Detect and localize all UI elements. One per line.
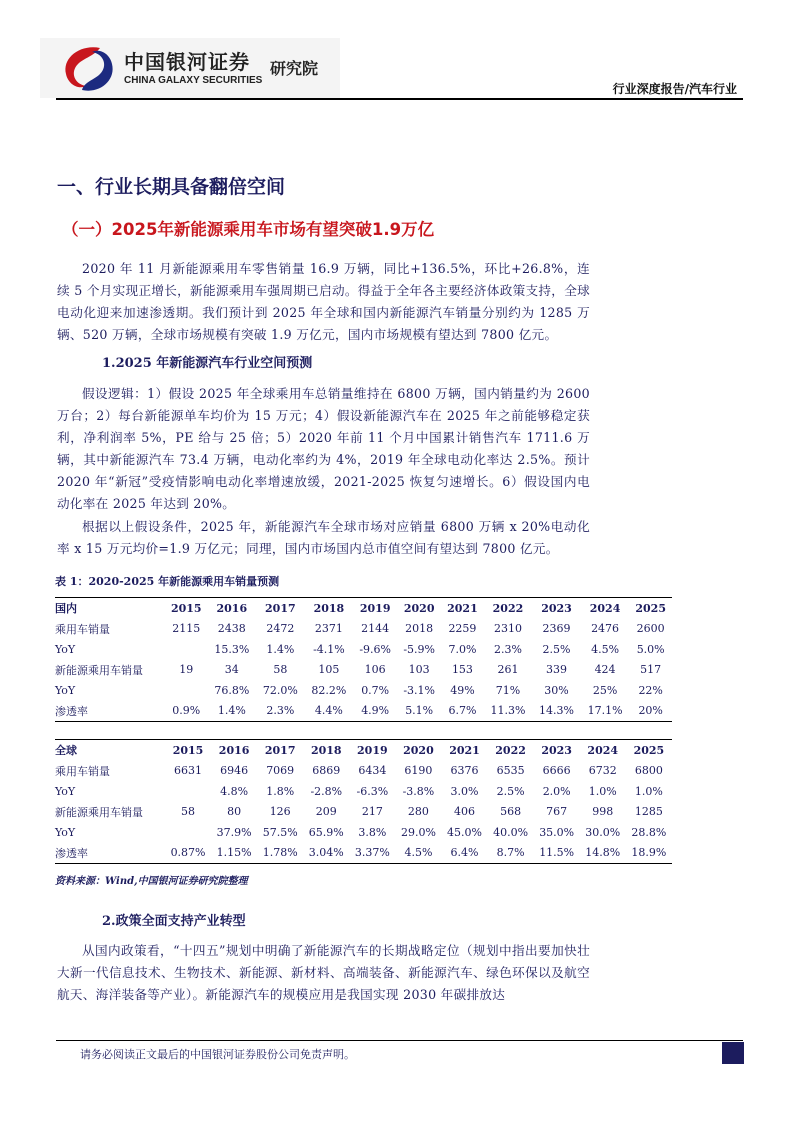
- table-cell: 37.9%: [216, 825, 252, 839]
- table-cell: 18.9%: [631, 846, 667, 860]
- table-cell: 20%: [638, 704, 663, 718]
- table-cell: 40.0%: [493, 825, 529, 839]
- report-type: 行业深度报告/汽车行业: [612, 82, 737, 96]
- table-cell: 998: [592, 805, 614, 819]
- table-cell: [165, 639, 208, 660]
- table-cell: 2.3%: [266, 704, 295, 718]
- table-cell: -5.9%: [403, 642, 435, 656]
- table-cell: 8.7%: [496, 846, 525, 860]
- disclaimer-note: 请务必阅读正文最后的中国银河证券股份公司免责声明。: [80, 1048, 355, 1061]
- table-cell: 2.5%: [496, 784, 525, 798]
- table-cell: 14.3%: [539, 704, 574, 718]
- header-divider: [56, 98, 743, 100]
- table-cell: 乘用车销量: [55, 764, 110, 778]
- source-note: 资料来源：Wind,中国银河证券研究院整理: [55, 876, 248, 887]
- section-heading: 一、行业长期具备翻倍空间: [57, 176, 286, 198]
- table-cell: 2018: [405, 622, 434, 636]
- table-header-row: [55, 598, 672, 619]
- table-cell: YoY: [55, 683, 76, 697]
- table-cell: 2023: [541, 601, 572, 615]
- table-cell: YoY: [55, 825, 76, 839]
- table-row: [55, 781, 672, 802]
- table-cell: -4.1%: [313, 642, 345, 656]
- company-logo: [40, 38, 340, 98]
- table-cell: 45.0%: [447, 825, 482, 839]
- table-cell: -3.8%: [402, 784, 435, 798]
- table-cell: 767: [546, 805, 568, 819]
- table-cell: 2018: [310, 743, 342, 757]
- table-cell: 3.04%: [308, 846, 344, 860]
- subsection-heading: （一）2025年新能源乘用车市场有望突破1.9万亿: [62, 220, 435, 239]
- table-cell: 2.5%: [542, 642, 571, 656]
- table-cell: 103: [408, 663, 430, 677]
- table-cell: 2019: [357, 743, 388, 757]
- table-cell: 2144: [361, 622, 390, 636]
- table-cell: 2.3%: [494, 642, 522, 656]
- table-cell: 1.8%: [266, 784, 295, 798]
- table-cell: 2438: [217, 622, 246, 636]
- table-cell: 34: [224, 663, 239, 677]
- table-cell: 14.8%: [585, 846, 621, 860]
- table-row: [55, 843, 672, 864]
- table-cell: 0.87%: [170, 846, 206, 860]
- table-cell: 2016: [218, 743, 250, 757]
- table-cell: 153: [451, 663, 473, 677]
- table-cell: 11.5%: [539, 846, 575, 860]
- table-cell: 5.0%: [636, 642, 665, 656]
- table-cell: -9.6%: [359, 642, 391, 656]
- table-cell: 3.37%: [354, 846, 390, 860]
- table-cell: 2023: [541, 743, 572, 757]
- table-row: [55, 639, 672, 660]
- page-marker: [722, 1042, 744, 1064]
- table-cell: 3.0%: [450, 784, 479, 798]
- table-cell: 2019: [359, 601, 391, 615]
- table-cell: 30.0%: [585, 825, 621, 839]
- table-cell: 58: [181, 805, 196, 819]
- table-cell: 406: [454, 805, 475, 819]
- logo-english-name: CHINA GALAXY SECURITIES: [124, 75, 263, 86]
- table-cell: -2.8%: [310, 784, 343, 798]
- table-cell: [165, 680, 208, 701]
- paragraph-intro: 2020 年 11 月新能源乘用车零售销量 16.9 万辆，同比+136.5%，环比+26.8%，连续 5 个月实现正增长，新能源乘用车强周期已启动。得益于全年各主要经济体政策支持，全球电动化迎来加速渗透期。我们预计到 2025 年全球和国内新能源汽车销量分别约为 1285 万辆、520 万辆，全球市场规模有突破 1.9 万亿元，国内市场规模有望达到 7800 亿元。: [57, 261, 590, 342]
- table-row: [55, 822, 672, 843]
- table-cell: 2259: [448, 622, 477, 636]
- table-cell: 15.3%: [214, 642, 250, 656]
- table-cell: 渗透率: [55, 704, 88, 718]
- galaxy-logo-icon: [60, 44, 118, 94]
- table-cell: 2015: [172, 743, 204, 757]
- table-cell: 乘用车销量: [55, 622, 110, 636]
- table-caption: 表 1：2020-2025 年新能源乘用车销量预测: [55, 575, 280, 588]
- table-row: [55, 660, 672, 681]
- table-cell: 2472: [266, 622, 295, 636]
- table-cell: 2015: [170, 601, 202, 615]
- table-cell: 28.8%: [631, 825, 667, 839]
- table-cell: 76.8%: [214, 683, 250, 697]
- table-cell: 1.4%: [217, 704, 246, 718]
- table-cell: 6376: [450, 764, 479, 778]
- table-cell: 11.3%: [490, 704, 526, 718]
- logo-institute: 研究院: [270, 59, 319, 78]
- table-cell: 217: [361, 805, 383, 819]
- table-cell: 2369: [542, 622, 571, 636]
- table-cell: 6732: [588, 764, 617, 778]
- table-cell: 国内: [55, 602, 77, 616]
- table-cell: 2025: [635, 601, 666, 615]
- table-cell: 2025: [633, 743, 665, 757]
- table-cell: 2020: [403, 743, 434, 757]
- domestic-sales-table: [55, 597, 672, 722]
- table-cell: 2371: [314, 622, 343, 636]
- table-cell: 22%: [638, 683, 663, 697]
- table-cell: YoY: [55, 784, 76, 798]
- table-cell: 2024: [589, 601, 621, 615]
- table-row: [55, 761, 672, 782]
- table-cell: 1.4%: [266, 642, 295, 656]
- table-cell: 渗透率: [55, 846, 88, 860]
- table-cell: 1.78%: [262, 846, 298, 860]
- table-cell: 4.5%: [591, 642, 620, 656]
- subheading-forecast: 1.2025 年新能源汽车行业空间预测: [102, 356, 313, 371]
- table-cell: 4.4%: [314, 704, 343, 718]
- table-cell: 2600: [636, 622, 665, 636]
- table-cell: [165, 822, 211, 843]
- table-cell: YoY: [55, 642, 76, 656]
- table-cell: 4.9%: [361, 704, 390, 718]
- table-cell: -6.3%: [356, 784, 389, 798]
- table-cell: 25%: [592, 683, 618, 697]
- table-cell: 35.0%: [539, 825, 575, 839]
- table-cell: -3.1%: [403, 683, 435, 697]
- subheading-policy: 2.政策全面支持产业转型: [102, 914, 246, 929]
- global-sales-table: [55, 739, 672, 864]
- table-row: [55, 701, 672, 722]
- table-cell: 29.0%: [400, 825, 436, 839]
- table-cell: 2022: [495, 743, 526, 757]
- table-cell: 7069: [266, 764, 295, 778]
- table-cell: 6800: [634, 764, 663, 778]
- table-cell: 0.9%: [172, 704, 201, 718]
- table-cell: 6666: [542, 764, 571, 778]
- table-cell: 126: [269, 805, 291, 819]
- table-cell: 6.4%: [450, 846, 479, 860]
- table-cell: 71%: [495, 683, 521, 697]
- table-cell: 6946: [220, 764, 249, 778]
- paragraph-conclusion: 根据以上假设条件，2025 年，新能源汽车全球市场对应销量 6800 万辆 x 20%电动化率 x 15 万元均价=1.9 万亿元；同理，国内市场国内总市值空间有望达到 7800 亿元。: [57, 519, 590, 556]
- table-cell: 65.9%: [308, 825, 344, 839]
- table-cell: 2017: [265, 601, 296, 615]
- table-cell: 58: [273, 663, 288, 677]
- table-row: [55, 619, 672, 640]
- table-cell: 1.0%: [588, 784, 617, 798]
- table-cell: 2021: [449, 743, 480, 757]
- table-cell: 新能源乘用车销量: [55, 663, 143, 677]
- table-cell: 568: [500, 805, 522, 819]
- paragraph-policy: 从国内政策看，“十四五”规划中明确了新能源汽车的长期战略定位（规划中指出要加快壮大新一代信息技术、生物技术、新能源、新材料、高端装备、新能源汽车、绿色环保以及航空航天、海洋装备等产业）。新能源汽车的规模应用是我国实现 2030 年碳排放达: [57, 943, 590, 1002]
- table-cell: 424: [594, 663, 616, 677]
- table-cell: 6631: [174, 764, 203, 778]
- table-cell: 2.0%: [542, 784, 571, 798]
- table-cell: 5.1%: [405, 704, 434, 718]
- table-cell: 2310: [493, 622, 522, 636]
- table-cell: 2115: [172, 622, 201, 636]
- table-cell: 19: [179, 663, 194, 677]
- table-cell: 2476: [591, 622, 620, 636]
- table-cell: 49%: [450, 683, 475, 697]
- table-cell: 82.2%: [311, 683, 347, 697]
- table-cell: 2022: [492, 601, 524, 615]
- table-cell: 2016: [216, 601, 248, 615]
- table-cell: 80: [227, 805, 242, 819]
- table-cell: 6434: [358, 764, 387, 778]
- table-cell: 2024: [587, 743, 619, 757]
- table-cell: 1.15%: [216, 846, 252, 860]
- table-cell: 339: [546, 663, 568, 677]
- table-row: [55, 680, 672, 701]
- paragraph-assumptions: 假设逻辑：1）假设 2025 年全球乘用车总销量维持在 6800 万辆，国内销量约为 2600 万台；2）每台新能源单车均价为 15 万元；4）假设新能源汽车在 2025 年之前能够稳定获利，净利润率 5%，PE 给与 25 倍；5）2020 年前 11 个月中国累计销售汽车 1711.6 万辆，其中新能源汽车 73.4 万辆，电动化率约为 4%，2019 年全球电动化率达 2.5%。预计 2020 年“新冠”受疫情影响电动化率增速放缓，2021-2025 恢复匀速增长。6）假设国内电动化率在 2025 年达到 20%。: [57, 386, 590, 511]
- table-cell: 3.8%: [358, 825, 387, 839]
- table-cell: 1285: [634, 805, 663, 819]
- table-cell: 106: [364, 663, 386, 677]
- table-cell: 6535: [496, 764, 525, 778]
- table-cell: 1.0%: [634, 784, 663, 798]
- table-cell: 280: [407, 805, 429, 819]
- table-cell: 7.0%: [448, 642, 477, 656]
- table-cell: 6.7%: [448, 704, 477, 718]
- table-cell: 17.1%: [587, 704, 623, 718]
- table-cell: 全球: [55, 744, 77, 758]
- table-cell: 4.5%: [404, 846, 433, 860]
- table-cell: 2021: [447, 601, 478, 615]
- table-cell: 30%: [544, 683, 569, 697]
- table-cell: 2020: [403, 601, 435, 615]
- logo-chinese-name: 中国银河证券: [124, 50, 250, 74]
- table-cell: 2018: [313, 601, 345, 615]
- table-cell: 517: [640, 663, 662, 677]
- table-cell: 0.7%: [361, 683, 390, 697]
- table-cell: 209: [315, 805, 337, 819]
- table-cell: 261: [497, 663, 519, 677]
- table-cell: 57.5%: [262, 825, 298, 839]
- table-cell: [165, 781, 211, 802]
- table-cell: 72.0%: [262, 683, 298, 697]
- table-header-row: [55, 740, 672, 761]
- table-cell: 2017: [264, 743, 296, 757]
- table-cell: 6190: [404, 764, 433, 778]
- table-cell: 6869: [312, 764, 341, 778]
- table-cell: 4.8%: [220, 784, 249, 798]
- table-cell: 105: [318, 663, 340, 677]
- table-row: [55, 802, 672, 823]
- footer-divider: [56, 1040, 743, 1041]
- table-cell: 新能源乘用车销量: [55, 805, 143, 819]
